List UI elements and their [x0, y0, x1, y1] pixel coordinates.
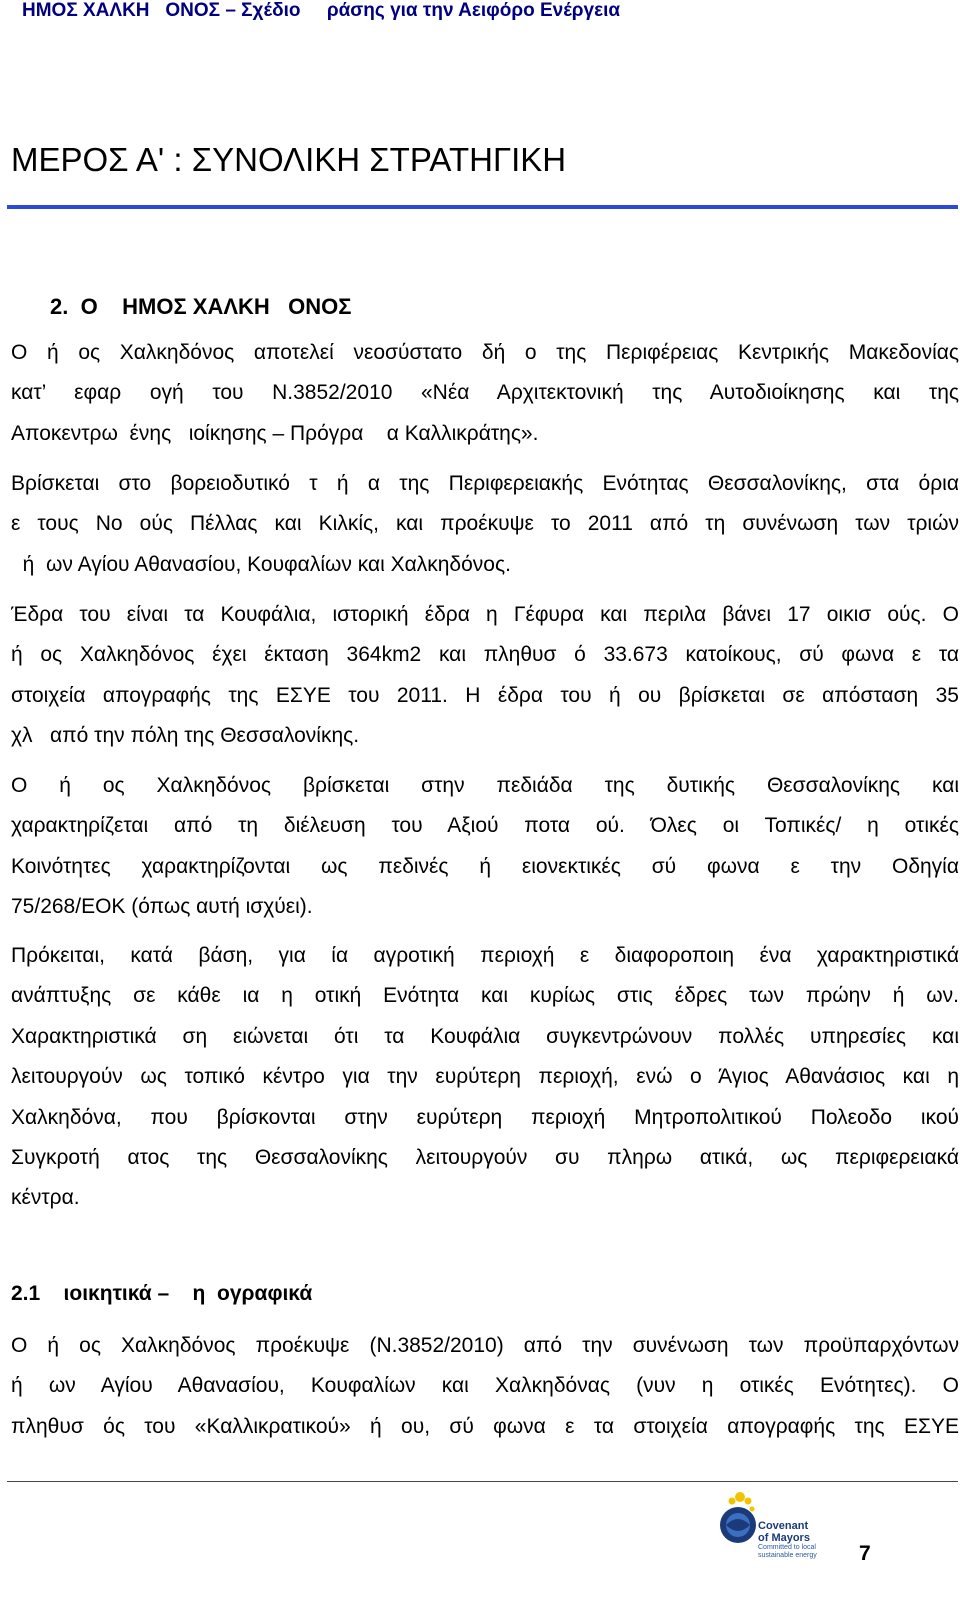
running-header: ΗΜΟΣ ΧΑΛΚΗ ΟΝΟΣ – Σχέδιο ράσης για την Αειφόρο Ενέργεια	[22, 0, 621, 21]
paragraph-line: Ο ή ος Χαλκηδόνος βρίσκεται στην πεδιάδα της δυτικής Θεσσαλονίκης και	[11, 774, 959, 797]
paragraph-line: ή ων Αγίου Αθανασίου, Κουφαλίων και Χαλκηδόνος.	[11, 552, 511, 576]
logo-tagline-line-1: Committed to local	[758, 1544, 816, 1551]
paragraph-line: Αποκεντρω ένης ιοίκησης – Πρόγρα α Καλλικράτης».	[11, 421, 539, 445]
paragraph-line: χλ από την πόλη της Θεσσαλονίκης.	[11, 724, 360, 748]
section-heading: 2. Ο ΗΜΟΣ ΧΑΛΚΗ ΟΝΟΣ	[50, 294, 352, 319]
paragraph-line: Πρόκειται, κατά βάση, για ία αγροτική περιοχή ε διαφοροποιη ένα χαρακτηριστικά	[11, 944, 959, 967]
paragraph-2	[11, 464, 959, 585]
title-underline	[7, 205, 958, 209]
page-number: 7	[859, 1542, 871, 1565]
paragraph-1	[11, 333, 959, 454]
paragraph-line: ανάπτυξης σε κάθε ια η οτική Ενότητα και κυρίως στις έδρες των πρώην ή ων.	[11, 984, 959, 1008]
paragraph-line: Βρίσκεται στο βορειοδυτικό τ ή α της Περιφερειακής Ενότητας Θεσσαλονίκης, στα όρια	[11, 472, 959, 495]
logo-text	[758, 1520, 817, 1560]
paragraph-line: πληθυσ ός του «Καλλικρατικού» ή ου, σύ φωνα ε τα στοιχεία απογραφής της ΕΣΥΕ	[11, 1414, 959, 1438]
paragraph-5	[11, 936, 959, 1219]
paragraph-line: Κοινότητες χαρακτηρίζονται ως πεδινές ή ειονεκτικές σύ φωνα ε την Οδηγία	[11, 854, 959, 878]
paragraph-line: Ο ή ος Χαλκηδόνος αποτελεί νεοσύστατο δή ο της Περιφέρειας Κεντρικής Μακεδονίας	[11, 341, 959, 364]
part-title: ΜΕΡΟΣ Α' : ΣΥΝΟΛΙΚΗ ΣΤΡΑΤΗΓΙΚΗ	[11, 141, 567, 178]
paragraph-line: Συγκροτή ατος της Θεσσαλονίκης λειτουργούν συ πληρω ατικά, ως περιφερειακά	[11, 1145, 959, 1169]
logo-title-line-1: Covenant	[758, 1520, 809, 1532]
paragraph-4	[11, 766, 959, 928]
logo-tagline-line-2: sustainable energy	[758, 1552, 817, 1559]
paragraph-line: Έδρα του είναι τα Κουφάλια, ιστορική έδρα η Γέφυρα και περιλα βάνει 17 οικισ ούς. Ο	[11, 603, 959, 626]
paragraph-line: κέντρα.	[11, 1186, 80, 1210]
paragraph-line: ή ος Χαλκηδόνος έχει έκταση 364km2 και πληθυσ ό 33.673 κατοίκους, σύ φωνα ε τα	[11, 643, 959, 667]
paragraph-line: Ο ή ος Χαλκηδόνος προέκυψε (Ν.3852/2010) από την συνένωση των προϋπαρχόντων	[11, 1334, 959, 1357]
paragraph-line: Χαρακτηριστικά ση ειώνεται ότι τα Κουφάλια συγκεντρώνουν πολλές υπηρεσίες και	[11, 1024, 959, 1048]
paragraph-line: Χαλκηδόνα, που βρίσκονται στην ευρύτερη περιοχή Μητροπολιτικού Πολεοδο ικού	[11, 1105, 959, 1129]
subsection-paragraph	[11, 1326, 959, 1447]
paragraph-line: 75/268/ΕΟΚ (όπως αυτή ισχύει).	[11, 895, 313, 919]
subsection-heading: 2.1 ιοικητικά – η ογραφικά	[11, 1282, 313, 1305]
logo-title-line-2: of Mayors	[758, 1532, 810, 1544]
paragraph-line: λειτουργούν ως τοπικό κέντρο για την ευρύτερη περιοχή, ενώ ο Άγιος Αθανάσιος και η	[11, 1065, 959, 1089]
paragraph-line: στοιχεία απογραφής της ΕΣΥΕ του 2011. Η έδρα του ή ου βρίσκεται σε απόσταση 35	[11, 683, 959, 707]
paragraph-line: ε τους Νο ούς Πέλλας και Κιλκίς, και προέκυψε το 2011 από τη συνένωση των τριών	[11, 512, 959, 536]
footer-divider	[7, 1481, 958, 1482]
paragraph-line: κατ’ εφαρ ογή του Ν.3852/2010 «Νέα Αρχιτεκτονική της Αυτοδιοίκησης και της	[11, 381, 959, 405]
paragraph-line: χαρακτηρίζεται από τη διέλευση του Αξιού ποτα ού. Όλες οι Τοπικές/ η οτικές	[11, 814, 959, 838]
paragraph-3	[11, 595, 959, 757]
paragraph-line: ή ων Αγίου Αθανασίου, Κουφαλίων και Χαλκηδόνας (νυν η οτικές Ενότητες). Ο	[11, 1374, 959, 1398]
